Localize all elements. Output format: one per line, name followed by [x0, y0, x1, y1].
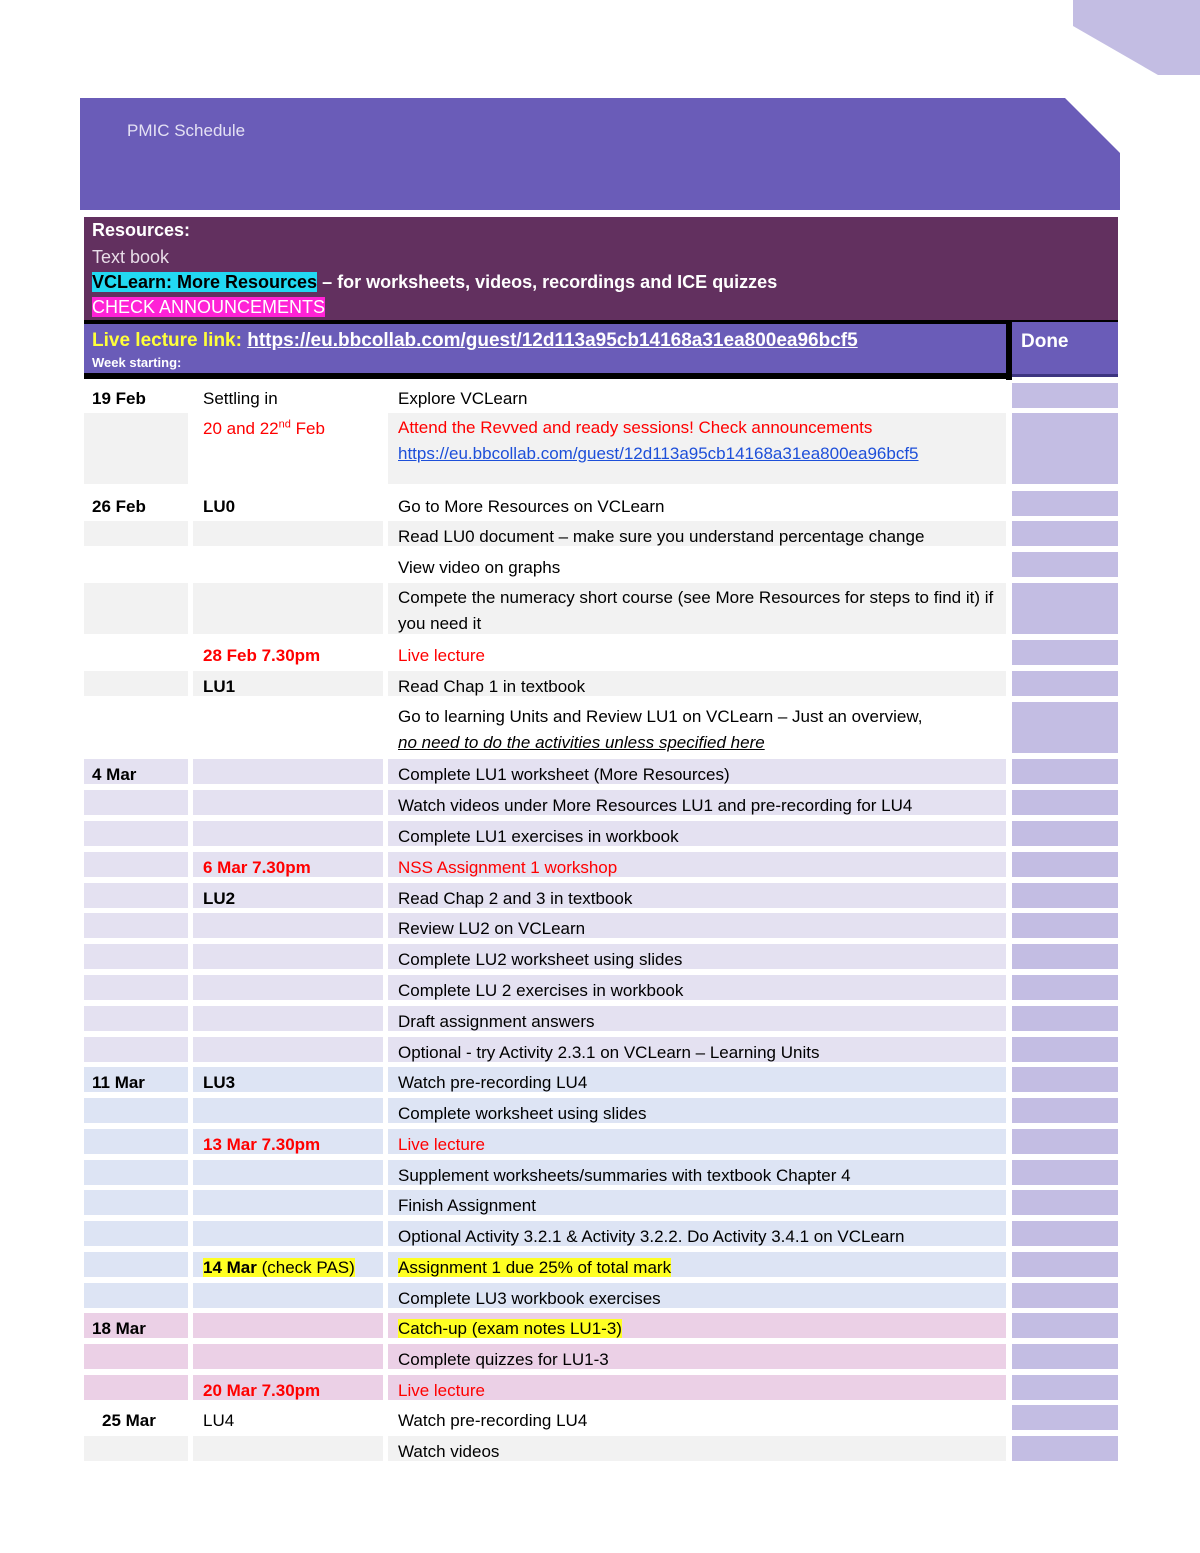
task-cell — [388, 1129, 1006, 1154]
week-date-cell — [84, 883, 188, 908]
task-cell — [388, 702, 1006, 753]
task-cell — [388, 521, 1006, 546]
week-date-cell — [84, 1252, 188, 1277]
unit-label: 20 Mar 7.30pm — [203, 1381, 321, 1400]
task-text: Watch pre-recording LU4 — [398, 1073, 588, 1092]
task-text: Optional - try Activity 2.3.1 on VCLearn – Learning Units — [398, 1043, 820, 1062]
task-cell — [388, 1344, 1006, 1369]
task-cell — [388, 913, 1006, 938]
unit-label: 28 Feb 7.30pm — [203, 646, 321, 665]
resources-panel — [84, 217, 1118, 321]
resources-textbook: Text book — [92, 247, 170, 267]
task-cell — [388, 975, 1006, 1000]
week-date-cell — [84, 1037, 188, 1062]
week-date-cell — [84, 1436, 188, 1461]
task-text: Complete worksheet using slides — [398, 1104, 647, 1123]
week-date-cell — [84, 521, 188, 546]
week-date-cell — [84, 759, 188, 784]
task-text: Complete LU 2 exercises in workbook — [398, 981, 684, 1000]
done-column-header — [1012, 322, 1118, 374]
unit-cell — [193, 1436, 383, 1461]
task-text: Live lecture — [398, 1135, 485, 1154]
unit-cell — [193, 883, 383, 908]
check-pas-note: (check PAS) — [256, 1258, 355, 1277]
done-checkbox[interactable] — [1012, 1221, 1118, 1246]
unit-label: LU1 — [203, 677, 236, 696]
done-checkbox[interactable] — [1012, 1129, 1118, 1154]
week-date-cell — [84, 790, 188, 815]
done-checkbox[interactable] — [1012, 883, 1118, 908]
live-lecture-header — [84, 324, 1006, 373]
task-cell — [388, 790, 1006, 815]
week-date: 18 Mar — [92, 1319, 146, 1338]
task-cell — [388, 1252, 1006, 1277]
week-date-cell — [84, 1006, 188, 1031]
task-text: Draft assignment answers — [398, 1012, 595, 1031]
task-note: no need to do the activities unless specified here — [398, 733, 765, 752]
task-cell — [388, 491, 1006, 516]
divider — [1012, 374, 1118, 377]
corner-decoration — [1073, 0, 1200, 75]
unit-cell — [193, 1313, 383, 1338]
done-checkbox[interactable] — [1012, 852, 1118, 877]
done-checkbox[interactable] — [1012, 821, 1118, 846]
unit-label: LU0 — [203, 497, 236, 516]
done-checkbox[interactable] — [1012, 1098, 1118, 1123]
task-text: Live lecture — [398, 646, 485, 665]
unit-cell — [193, 1283, 383, 1308]
task-text: Attend the Revved and ready sessions! Check announcements — [398, 418, 873, 437]
week-date: 26 Feb — [92, 497, 146, 516]
task-text: Read Chap 1 in textbook — [398, 677, 586, 696]
vclearn-label: VCLearn: More Resources — [92, 272, 318, 292]
week-date-cell — [84, 944, 188, 969]
task-text: Optional Activity 3.2.1 & Activity 3.2.2. Do Activity 3.4.1 on VCLearn — [398, 1227, 905, 1246]
week-date-cell — [84, 1098, 188, 1123]
done-checkbox[interactable] — [1012, 521, 1118, 546]
week-date-cell — [84, 1375, 188, 1400]
week-date-cell — [84, 413, 188, 484]
unit-label: LU2 — [203, 889, 236, 908]
done-checkbox[interactable] — [1012, 552, 1118, 577]
resources-heading: Resources: — [92, 220, 191, 240]
unit-cell — [193, 1405, 383, 1430]
week-date-cell — [84, 913, 188, 938]
header-banner — [80, 98, 1120, 210]
unit-cell — [193, 383, 383, 408]
due-date-label: 14 Mar — [203, 1258, 257, 1277]
week-date-cell — [84, 1405, 188, 1430]
week-date-cell — [84, 1313, 188, 1338]
week-date-cell — [84, 1283, 188, 1308]
week-date-cell — [84, 552, 188, 577]
week-date-cell — [84, 852, 188, 877]
task-text: Complete quizzes for LU1-3 — [398, 1350, 609, 1369]
week-date-cell — [84, 1129, 188, 1154]
unit-cell — [193, 671, 383, 696]
task-cell — [388, 1313, 1006, 1338]
task-text: Supplement worksheets/summaries with textbook Chapter 4 — [398, 1166, 851, 1185]
task-text: Go to More Resources on VCLearn — [398, 497, 665, 516]
unit-cell — [193, 552, 383, 577]
task-text: Complete LU1 exercises in workbook — [398, 827, 679, 846]
week-date-cell — [84, 671, 188, 696]
week-date-cell — [84, 702, 188, 753]
week-date-cell — [84, 1190, 188, 1215]
done-checkbox[interactable] — [1012, 790, 1118, 815]
week-date: 11 Mar — [92, 1073, 145, 1092]
unit-cell — [193, 975, 383, 1000]
task-text: Review LU2 on VCLearn — [398, 919, 586, 938]
done-checkbox[interactable] — [1012, 583, 1118, 634]
task-cell — [388, 413, 1006, 484]
unit-superscript: nd — [278, 418, 291, 431]
task-cell — [388, 1436, 1006, 1461]
done-checkbox[interactable] — [1012, 1190, 1118, 1215]
task-cell — [388, 1098, 1006, 1123]
unit-cell — [193, 1129, 383, 1154]
page-title: PMIC Schedule — [127, 121, 246, 140]
task-cell — [388, 1037, 1006, 1062]
unit-label-suffix: Feb — [290, 419, 325, 438]
done-checkbox[interactable] — [1012, 759, 1118, 784]
task-text: NSS Assignment 1 workshop — [398, 858, 618, 877]
done-checkbox[interactable] — [1012, 413, 1118, 484]
task-cell — [388, 583, 1006, 634]
task-text: Read Chap 2 and 3 in textbook — [398, 889, 633, 908]
done-checkbox[interactable] — [1012, 1067, 1118, 1092]
unit-cell — [193, 1375, 383, 1400]
done-checkbox[interactable] — [1012, 702, 1118, 753]
task-cell — [388, 883, 1006, 908]
task-text: Watch videos under More Resources LU1 and pre-recording for LU4 — [398, 796, 913, 815]
week-date-cell — [84, 1344, 188, 1369]
resources-announcements — [92, 296, 325, 318]
task-text: Read LU0 document – make sure you understand percentage change — [398, 527, 925, 546]
task-cell — [388, 1006, 1006, 1031]
announcements-label: CHECK ANNOUNCEMENTS — [92, 297, 326, 317]
week-date-cell — [84, 821, 188, 846]
task-cell — [388, 1160, 1006, 1185]
done-header-label: Done — [1021, 331, 1069, 352]
week-date: 4 Mar — [92, 765, 137, 784]
week-date-cell — [84, 383, 188, 408]
unit-cell — [193, 1067, 383, 1092]
week-date-cell — [84, 1067, 188, 1092]
done-checkbox[interactable] — [1012, 1375, 1118, 1400]
task-cell — [388, 1067, 1006, 1092]
done-checkbox[interactable] — [1012, 1252, 1118, 1277]
task-text: Complete LU1 worksheet (More Resources) — [398, 765, 730, 784]
task-cell — [388, 821, 1006, 846]
task-cell — [388, 759, 1006, 784]
task-cell — [388, 1221, 1006, 1246]
task-cell — [388, 383, 1006, 408]
unit-cell — [193, 1037, 383, 1062]
unit-cell — [193, 821, 383, 846]
unit-cell — [193, 1344, 383, 1369]
week-date-cell — [84, 491, 188, 516]
week-date-cell — [84, 640, 188, 665]
done-checkbox[interactable] — [1012, 1037, 1118, 1062]
resources-vclearn — [92, 271, 777, 293]
task-cell — [388, 1375, 1006, 1400]
task-text: Live lecture — [398, 1381, 485, 1400]
week-date-cell — [84, 1221, 188, 1246]
week-starting-label: Week starting: — [92, 355, 182, 370]
task-cell — [388, 852, 1006, 877]
done-checkbox[interactable] — [1012, 913, 1118, 938]
task-cell — [388, 552, 1006, 577]
unit-cell — [193, 1098, 383, 1123]
task-cell — [388, 944, 1006, 969]
done-checkbox[interactable] — [1012, 640, 1118, 665]
done-checkbox[interactable] — [1012, 671, 1118, 696]
unit-label: LU4 — [203, 1411, 235, 1430]
task-text: Watch videos — [398, 1442, 500, 1461]
done-checkbox[interactable] — [1012, 383, 1118, 408]
live-lecture-line — [92, 330, 858, 352]
week-date: 25 Mar — [102, 1411, 156, 1430]
unit-cell — [193, 1190, 383, 1215]
live-lecture-label: Live lecture link: — [92, 330, 248, 351]
task-text: Finish Assignment — [398, 1196, 536, 1215]
task-text: Explore VCLearn — [398, 389, 528, 408]
done-checkbox[interactable] — [1012, 1405, 1118, 1430]
done-checkbox[interactable] — [1012, 1344, 1118, 1369]
unit-cell — [193, 702, 383, 753]
unit-cell — [193, 1006, 383, 1031]
done-checkbox[interactable] — [1012, 1436, 1118, 1461]
done-checkbox[interactable] — [1012, 1283, 1118, 1308]
task-text: Complete LU3 workbook exercises — [398, 1289, 661, 1308]
task-cell — [388, 1405, 1006, 1430]
done-checkbox[interactable] — [1012, 1313, 1118, 1338]
unit-label: Settling in — [203, 389, 278, 408]
unit-cell — [193, 790, 383, 815]
unit-cell — [193, 1252, 383, 1277]
week-date-cell — [84, 583, 188, 634]
unit-cell — [193, 1221, 383, 1246]
unit-cell — [193, 413, 383, 484]
unit-cell — [193, 759, 383, 784]
task-cell — [388, 1283, 1006, 1308]
unit-label: 6 Mar 7.30pm — [203, 858, 311, 877]
unit-cell — [193, 944, 383, 969]
task-cell — [388, 671, 1006, 696]
task-text: Go to learning Units and Review LU1 on VCLearn – Just an overview, — [398, 707, 923, 726]
week-date: 19 Feb — [92, 389, 146, 408]
task-cell — [388, 640, 1006, 665]
task-text: Assignment 1 due 25% of total mark — [398, 1258, 672, 1277]
week-date-cell — [84, 1160, 188, 1185]
unit-cell — [193, 852, 383, 877]
done-checkbox[interactable] — [1012, 944, 1118, 969]
done-checkbox[interactable] — [1012, 1160, 1118, 1185]
live-lecture-link[interactable]: https://eu.bbcollab.com/guest/12d113a95cb14168a31ea800ea96bcf5 — [247, 330, 858, 351]
unit-cell — [193, 1160, 383, 1185]
task-cell — [388, 1190, 1006, 1215]
task-text: Catch-up (exam notes LU1-3) — [398, 1319, 622, 1338]
done-checkbox[interactable] — [1012, 1006, 1118, 1031]
done-checkbox[interactable] — [1012, 975, 1118, 1000]
unit-label: LU3 — [203, 1073, 236, 1092]
task-text: Compete the numeracy short course (see More Resources for steps to find it) if you need it — [398, 588, 994, 633]
unit-label: 20 and 22 — [203, 419, 279, 438]
task-text: Complete LU2 worksheet using slides — [398, 950, 683, 969]
vclearn-desc: – for worksheets, videos, recordings and ICE quizzes — [317, 272, 778, 292]
unit-cell — [193, 521, 383, 546]
unit-cell — [193, 913, 383, 938]
task-text: View video on graphs — [398, 558, 561, 577]
week-date-cell — [84, 975, 188, 1000]
unit-cell — [193, 583, 383, 634]
done-checkbox[interactable] — [1012, 491, 1118, 516]
task-text: Watch pre-recording LU4 — [398, 1411, 588, 1430]
session-link[interactable]: https://eu.bbcollab.com/guest/12d113a95cb14168a31ea800ea96bcf5 — [398, 444, 919, 463]
unit-cell — [193, 491, 383, 516]
unit-label: 13 Mar 7.30pm — [203, 1135, 321, 1154]
unit-cell — [193, 640, 383, 665]
divider — [84, 373, 1006, 379]
